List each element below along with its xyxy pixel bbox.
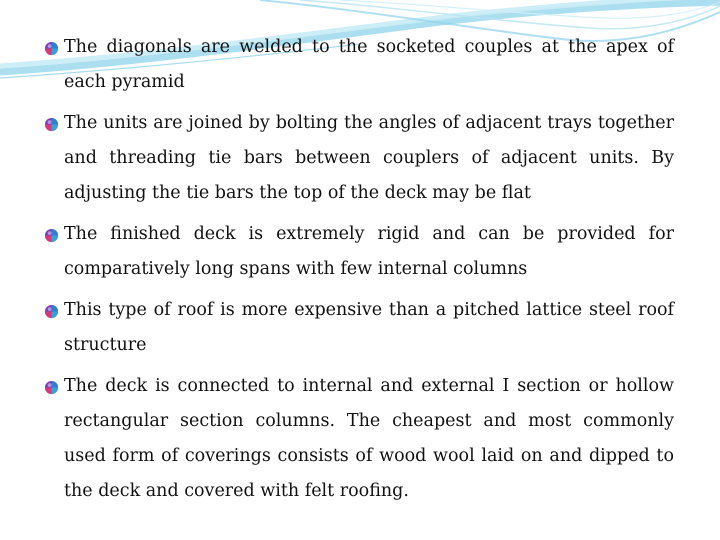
bullet-text: The deck is connected to internal and external I section or hollow rectangular section columns. The cheapest and most commonly used form of coverings consists of wood wool laid on and dipped to the deck and covered with felt roofing.: [64, 376, 674, 501]
bullet-text: This type of roof is more expensive than a pitched lattice steel roof structure: [64, 300, 674, 355]
bullet-list: [44, 30, 674, 515]
globe-bullet-icon: [44, 380, 59, 395]
bullet-item: [44, 217, 674, 287]
bullet-item: [44, 106, 674, 211]
bullet-text: The units are joined by bolting the angles of adjacent trays together and threading tie bars between couplers of adjacent units. By adjusting the tie bars the top of the deck may be flat: [64, 113, 674, 203]
globe-bullet-icon: [44, 304, 59, 319]
bullet-item: [44, 30, 674, 100]
globe-bullet-icon: [44, 41, 59, 56]
globe-bullet-icon: [44, 228, 59, 243]
bullet-item: [44, 293, 674, 363]
bullet-text: The finished deck is extremely rigid and can be provided for comparatively long spans with few internal columns: [64, 224, 674, 279]
bullet-text: The diagonals are welded to the socketed couples at the apex of each pyramid: [64, 37, 674, 92]
globe-bullet-icon: [44, 117, 59, 132]
bullet-item: [44, 369, 674, 509]
